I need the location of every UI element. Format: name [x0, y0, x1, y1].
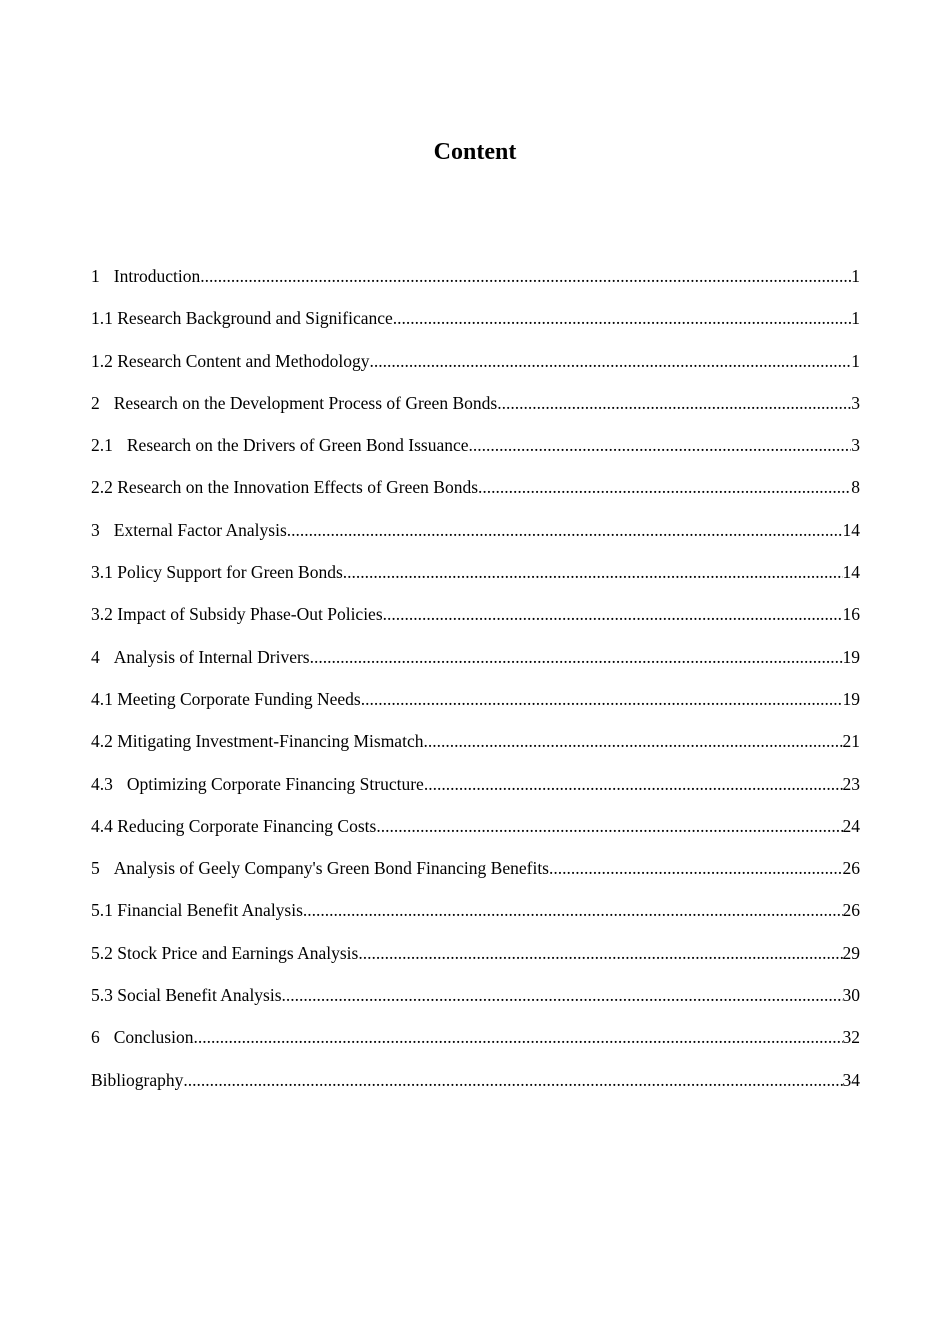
- toc-entry[interactable]: [91, 1025, 860, 1067]
- toc-dot-leader: [383, 602, 843, 626]
- toc-entry-title: Analysis of Internal Drivers: [113, 646, 310, 667]
- toc-entry-title: Meeting Corporate Funding Needs: [117, 688, 361, 709]
- toc-entry[interactable]: [91, 941, 860, 983]
- toc-entry-title: Optimizing Corporate Financing Structure: [126, 773, 424, 794]
- toc-entry-title: Reducing Corporate Financing Costs: [117, 815, 377, 836]
- toc-dot-leader: [469, 433, 852, 457]
- toc-entry-number: 5: [91, 858, 100, 879]
- toc-entry-title: Bibliography: [91, 1069, 184, 1090]
- toc-dot-leader: [358, 941, 842, 965]
- toc-dot-leader: [343, 560, 843, 584]
- toc-dot-leader: [393, 306, 851, 330]
- toc-entry-title: Research on the Innovation Effects of Green Bonds: [117, 477, 478, 498]
- toc-entry-number: 2.2: [91, 477, 113, 498]
- toc-entry-page: 1: [851, 308, 860, 329]
- toc-dot-leader: [361, 687, 843, 711]
- toc-entry[interactable]: [91, 856, 860, 898]
- toc-dot-leader: [478, 475, 851, 499]
- toc-entry-page: 8: [851, 477, 860, 498]
- toc-dot-leader: [424, 772, 843, 796]
- toc-entry-number: 4.3: [91, 773, 113, 794]
- toc-entry[interactable]: [91, 814, 860, 856]
- toc-entry-page: 34: [842, 1069, 860, 1090]
- toc-entry-title: Impact of Subsidy Phase-Out Policies: [117, 604, 383, 625]
- toc-entry-title: Mitigating Investment-Financing Mismatch: [117, 731, 424, 752]
- toc-entry-page: 1: [851, 350, 860, 371]
- toc-entry-number: 5.1: [91, 900, 113, 921]
- toc-entry-page: 3: [851, 392, 860, 413]
- toc-entry[interactable]: [91, 772, 860, 814]
- toc-entry-bibliography[interactable]: [91, 1068, 860, 1110]
- toc-entry-title: Social Benefit Analysis: [117, 985, 282, 1006]
- toc-entry-page: 14: [842, 562, 860, 583]
- toc-entry[interactable]: [91, 729, 860, 771]
- toc-entry[interactable]: [91, 518, 860, 560]
- toc-entry[interactable]: [91, 983, 860, 1025]
- table-of-contents: [91, 264, 860, 1110]
- toc-entry-title: Research Background and Significance: [117, 308, 393, 329]
- toc-entry-number: 2.1: [91, 435, 113, 456]
- toc-entry-number: 3: [91, 519, 100, 540]
- toc-entry-page: 24: [842, 815, 860, 836]
- toc-dot-leader: [200, 264, 851, 288]
- toc-entry-page: 32: [842, 1027, 860, 1048]
- toc-dot-leader: [183, 1068, 842, 1092]
- toc-entry[interactable]: [91, 645, 860, 687]
- toc-entry[interactable]: [91, 306, 860, 348]
- toc-entry-number: 1.1: [91, 308, 113, 329]
- toc-entry-title: External Factor Analysis: [113, 519, 287, 540]
- toc-entry-title: Introduction: [113, 266, 201, 286]
- toc-entry-number: 3.1: [91, 562, 113, 583]
- toc-entry-title: Research on the Drivers of Green Bond Issuance: [126, 435, 469, 456]
- toc-entry-page: 1: [851, 266, 860, 286]
- toc-dot-leader: [423, 729, 842, 753]
- toc-entry-number: 1: [91, 266, 100, 286]
- toc-entry-number: 1.2: [91, 350, 113, 371]
- toc-entry-page: 30: [842, 985, 860, 1006]
- toc-entry-title: Analysis of Geely Company's Green Bond Financing Benefits: [113, 858, 549, 879]
- toc-entry[interactable]: [91, 433, 860, 475]
- toc-entry-number: 5.3: [91, 985, 113, 1006]
- toc-entry[interactable]: [91, 349, 860, 391]
- toc-entry-number: 4: [91, 646, 100, 667]
- page-title: Content: [433, 139, 517, 165]
- toc-entry[interactable]: [91, 391, 860, 433]
- toc-entry-number: 4.1: [91, 688, 113, 709]
- toc-entry[interactable]: [91, 475, 860, 517]
- toc-entry-number: 5.2: [91, 942, 113, 963]
- toc-entry-page: 14: [842, 519, 860, 540]
- toc-dot-leader: [287, 518, 843, 542]
- toc-entry-page: 29: [842, 942, 860, 963]
- toc-entry-number: 6: [91, 1027, 100, 1048]
- toc-dot-leader: [497, 391, 851, 415]
- toc-entry[interactable]: [91, 560, 860, 602]
- toc-entry-title: Stock Price and Earnings Analysis: [117, 942, 359, 963]
- toc-entry[interactable]: [91, 898, 860, 940]
- toc-entry-number: 2: [91, 392, 100, 413]
- toc-entry-page: 21: [842, 731, 860, 752]
- toc-dot-leader: [549, 856, 843, 880]
- toc-entry-number: 4.4: [91, 815, 113, 836]
- toc-dot-leader: [282, 983, 843, 1007]
- toc-entry-number: 3.2: [91, 604, 113, 625]
- toc-entry[interactable]: [91, 264, 860, 306]
- toc-entry-title: Research on the Development Process of Green Bonds: [113, 392, 498, 413]
- toc-entry[interactable]: [91, 602, 860, 644]
- toc-dot-leader: [303, 898, 843, 922]
- toc-entry-page: 23: [842, 773, 860, 794]
- toc-dot-leader: [370, 349, 852, 373]
- toc-entry-title: Research Content and Methodology: [117, 350, 370, 371]
- toc-dot-leader: [376, 814, 842, 838]
- toc-dot-leader: [310, 645, 843, 669]
- toc-entry-page: 16: [842, 604, 860, 625]
- toc-entry-page: 19: [842, 688, 860, 709]
- toc-entry-title: Conclusion: [113, 1027, 194, 1048]
- toc-entry-page: 3: [851, 435, 860, 456]
- toc-entry-title: Financial Benefit Analysis: [117, 900, 303, 921]
- toc-entry[interactable]: [91, 687, 860, 729]
- toc-entry-page: 19: [842, 646, 860, 667]
- toc-entry-page: 26: [842, 900, 860, 921]
- toc-entry-title: Policy Support for Green Bonds: [117, 562, 343, 583]
- toc-dot-leader: [193, 1025, 842, 1049]
- toc-entry-number: 4.2: [91, 731, 113, 752]
- toc-entry-page: 26: [842, 858, 860, 879]
